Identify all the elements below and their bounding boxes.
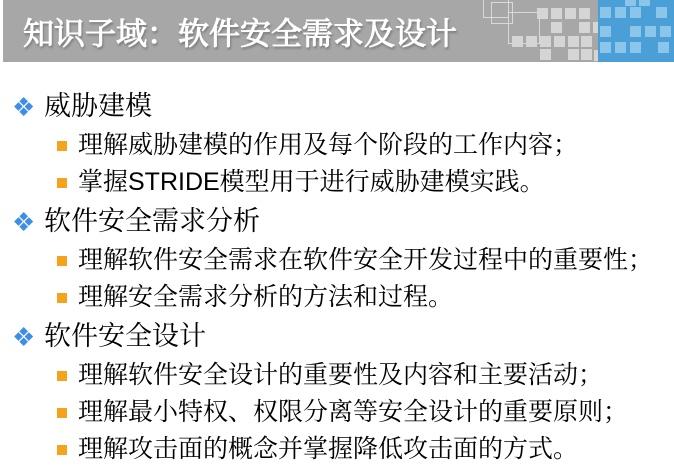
square-bullet-icon	[57, 178, 67, 188]
bullet-item	[0, 279, 674, 316]
section-heading	[0, 318, 674, 355]
decorative-gray-square-icon	[554, 36, 565, 47]
decorative-gray-square-icon	[537, 8, 548, 19]
decorative-blue-square-icon	[658, 42, 669, 53]
section-heading-text: 威胁建模	[44, 91, 152, 121]
bullet-item-text: 理解软件安全需求在软件安全开发过程中的重要性；	[78, 246, 654, 274]
square-bullet-icon	[57, 408, 67, 418]
bullet-item-text: 理解安全需求分析的方法和过程。	[78, 283, 454, 311]
decorative-blue-square-icon	[639, 0, 650, 6]
title-bar	[3, 0, 674, 62]
decorative-blue-square-icon	[600, 26, 611, 37]
section-heading	[0, 203, 674, 240]
slide-content	[0, 62, 674, 468]
decorative-blue-square-icon	[630, 26, 641, 37]
decorative-gray-square-icon	[512, 36, 523, 47]
bullet-item-text: 理解攻击面的概念并掌握降低攻击面的方式。	[78, 435, 579, 463]
decorative-blue-square-icon	[600, 42, 611, 53]
decorative-gray-square-icon	[579, 8, 590, 19]
decorative-gray-square-icon	[579, 22, 590, 33]
decorative-gray-square-icon	[568, 49, 579, 60]
decorative-blue-square-icon	[656, 7, 667, 18]
decorative-gray-square-icon	[565, 8, 576, 19]
square-bullet-icon	[57, 141, 67, 151]
section-heading-text: 软件安全需求分析	[44, 206, 260, 236]
decorative-blue-square-icon	[615, 42, 626, 53]
decorative-gray-square-icon	[581, 36, 592, 47]
section-heading-text: 软件安全设计	[44, 321, 206, 351]
square-bullet-icon	[57, 371, 67, 381]
decorative-gray-square-icon	[540, 36, 551, 47]
decorative-gray-square-icon	[581, 49, 592, 60]
decorative-blue-square-icon	[630, 7, 641, 18]
decorative-gray-square-icon	[551, 8, 562, 19]
decorative-blue-square-icon	[660, 26, 671, 37]
bullet-item	[0, 242, 674, 279]
decorative-blue-square-icon	[645, 26, 656, 37]
bullet-item	[0, 164, 674, 201]
bullet-item	[0, 394, 674, 431]
page-title: 知识子域：软件安全需求及设计	[23, 16, 457, 52]
decorative-blue-square-icon	[625, 0, 636, 6]
bullet-item-text: 理解最小特权、权限分离等安全设计的重要原则；	[78, 398, 629, 426]
bullet-item	[0, 127, 674, 164]
decorative-gray-square-icon	[540, 49, 551, 60]
bullet-item	[0, 431, 674, 468]
square-bullet-icon	[57, 256, 67, 266]
blue-corner-block	[598, 0, 674, 62]
bullet-item-text: 掌握STRIDE模型用于进行威胁建模实践。	[78, 168, 545, 196]
bullet-item-text: 理解威胁建模的作用及每个阶段的工作内容；	[78, 131, 579, 159]
square-bullet-icon	[57, 445, 67, 455]
decorative-gray-square-icon	[568, 36, 579, 47]
section-heading	[0, 88, 674, 125]
decorative-gray-square-icon	[551, 22, 562, 33]
square-bullet-icon	[57, 293, 67, 303]
diamond-bullet-icon: ❖	[12, 92, 36, 122]
decorative-blue-square-icon	[630, 42, 641, 53]
bullet-item	[0, 357, 674, 394]
diamond-bullet-icon: ❖	[12, 322, 36, 352]
decorative-blue-square-icon	[615, 7, 626, 18]
bullet-item-text: 理解软件安全设计的重要性及内容和主要活动；	[78, 361, 604, 389]
decorative-gray-square-icon	[526, 36, 537, 47]
diamond-bullet-icon: ❖	[12, 207, 36, 237]
decorative-blue-square-icon	[600, 7, 611, 18]
